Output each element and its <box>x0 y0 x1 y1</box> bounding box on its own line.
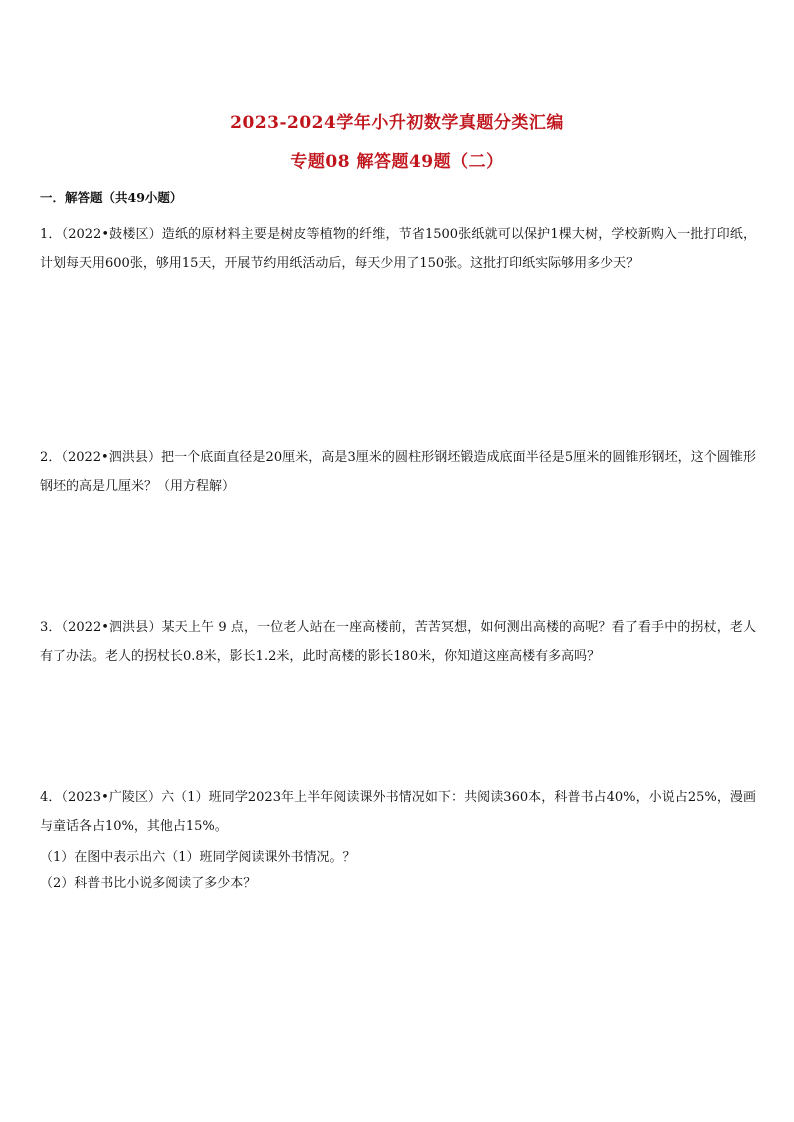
problem-1 <box>40 220 756 278</box>
section-heading: 一．解答题（共49小题） <box>40 190 183 205</box>
document-subtitle: 专题08 解答题49题（二） <box>290 152 504 172</box>
problem-1-text: 1．（2022•鼓楼区）造纸的原材料主要是树皮等植物的纤维，节省1500张纸就可以保护1棵大树，学校新购入一批打印纸，计划每天用600张，够用15天，开展节约用纸活动后，每天少用了150张。这批打印纸实际够用多少天？ <box>40 227 756 271</box>
problem-3-text: 3．（2022•泗洪县）某天上午 9 点，一位老人站在一座高楼前，苦苦冥想，如何测出高楼的高呢？看了看手中的拐杖，老人有了办法。老人的拐杖长0.8米，影长1.2米，此时高楼的影长180米，你知道这座高楼有多高吗？ <box>40 620 756 664</box>
problem-4-subquestion-2: （2）科普书比小说多阅读了多少本？ <box>40 876 257 891</box>
problem-3 <box>40 613 756 671</box>
problem-4-subquestion-1: （1）在图中表示出六（1）班同学阅读课外书情况。？ <box>40 850 356 865</box>
problem-2-text: 2．（2022•泗洪县）把一个底面直径是20厘米，高是3厘米的圆柱形钢坯锻造成底面半径是5厘米的圆锥形钢坯，这个圆锥形钢坯的高是几厘米？（用方程解） <box>40 450 756 494</box>
problem-2 <box>40 443 756 501</box>
problem-4 <box>40 783 756 897</box>
document-title: 2023-2024学年小升初数学真题分类汇编 <box>230 113 564 133</box>
problem-4-text: 4．（2023•广陵区）六（1）班同学2023年上半年阅读课外书情况如下：共阅读360本，科普书占40%，小说占25%，漫画与童话各占10%，其他占15%。 <box>40 790 756 834</box>
